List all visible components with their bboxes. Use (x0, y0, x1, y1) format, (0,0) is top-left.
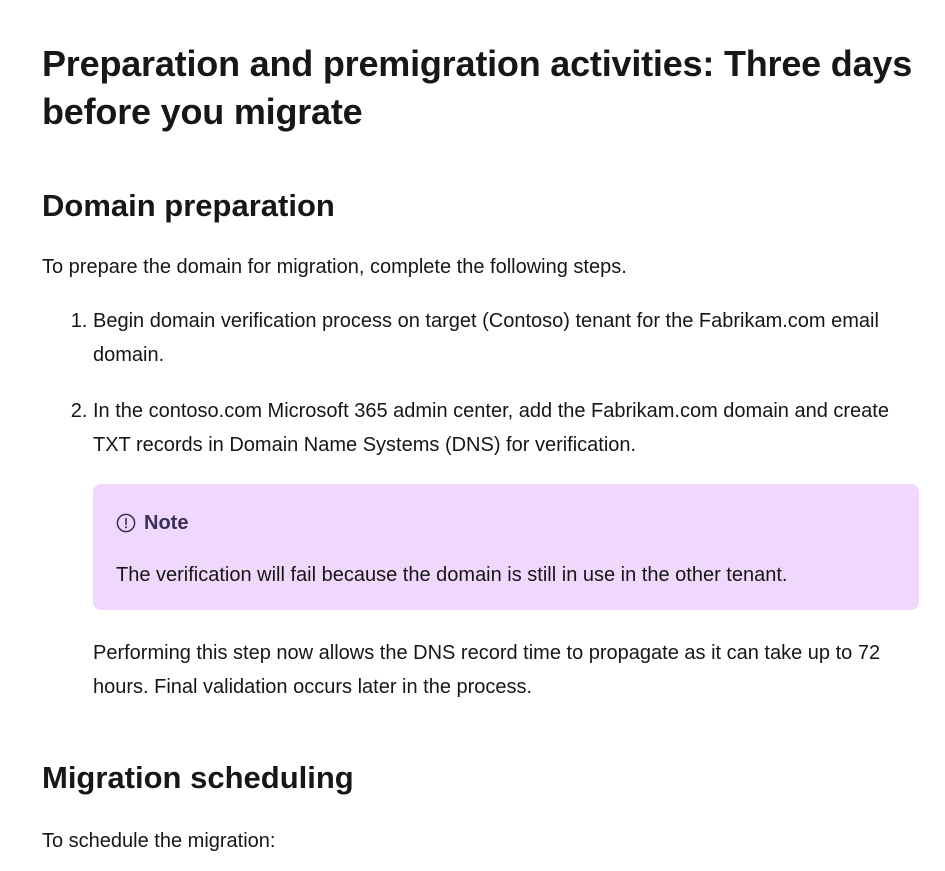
note-title (116, 506, 897, 540)
section-heading-migration-scheduling: Migration scheduling (42, 760, 354, 795)
page-title: Preparation and premigration activities: Three days before you migrate (42, 43, 913, 132)
domain-intro-text: To prepare the domain for migration, complete the following steps. (42, 256, 627, 278)
info-circle-icon (116, 513, 136, 533)
note-callout (93, 484, 919, 610)
list-item (93, 394, 919, 704)
step-text: In the contoso.com Microsoft 365 admin center, add the Fabrikam.com domain and create TXT records in Domain Name Systems (DNS) for verification. (93, 400, 889, 456)
step-text: Begin domain verification process on target (Contoso) tenant for the Fabrikam.com email domain. (93, 310, 879, 366)
after-note-text: Performing this step now allows the DNS record time to propagate as it can take up to 72 hours. Final validation occurs later in the process. (93, 642, 881, 698)
list-item (93, 304, 919, 372)
migration-intro-text: To schedule the migration: (42, 830, 276, 852)
domain-steps-list (42, 304, 919, 704)
note-body-text: The verification will fail because the domain is still in use in the other tenant. (116, 564, 788, 586)
section-heading-domain-preparation: Domain preparation (42, 188, 335, 223)
note-title-label: Note (144, 512, 189, 534)
